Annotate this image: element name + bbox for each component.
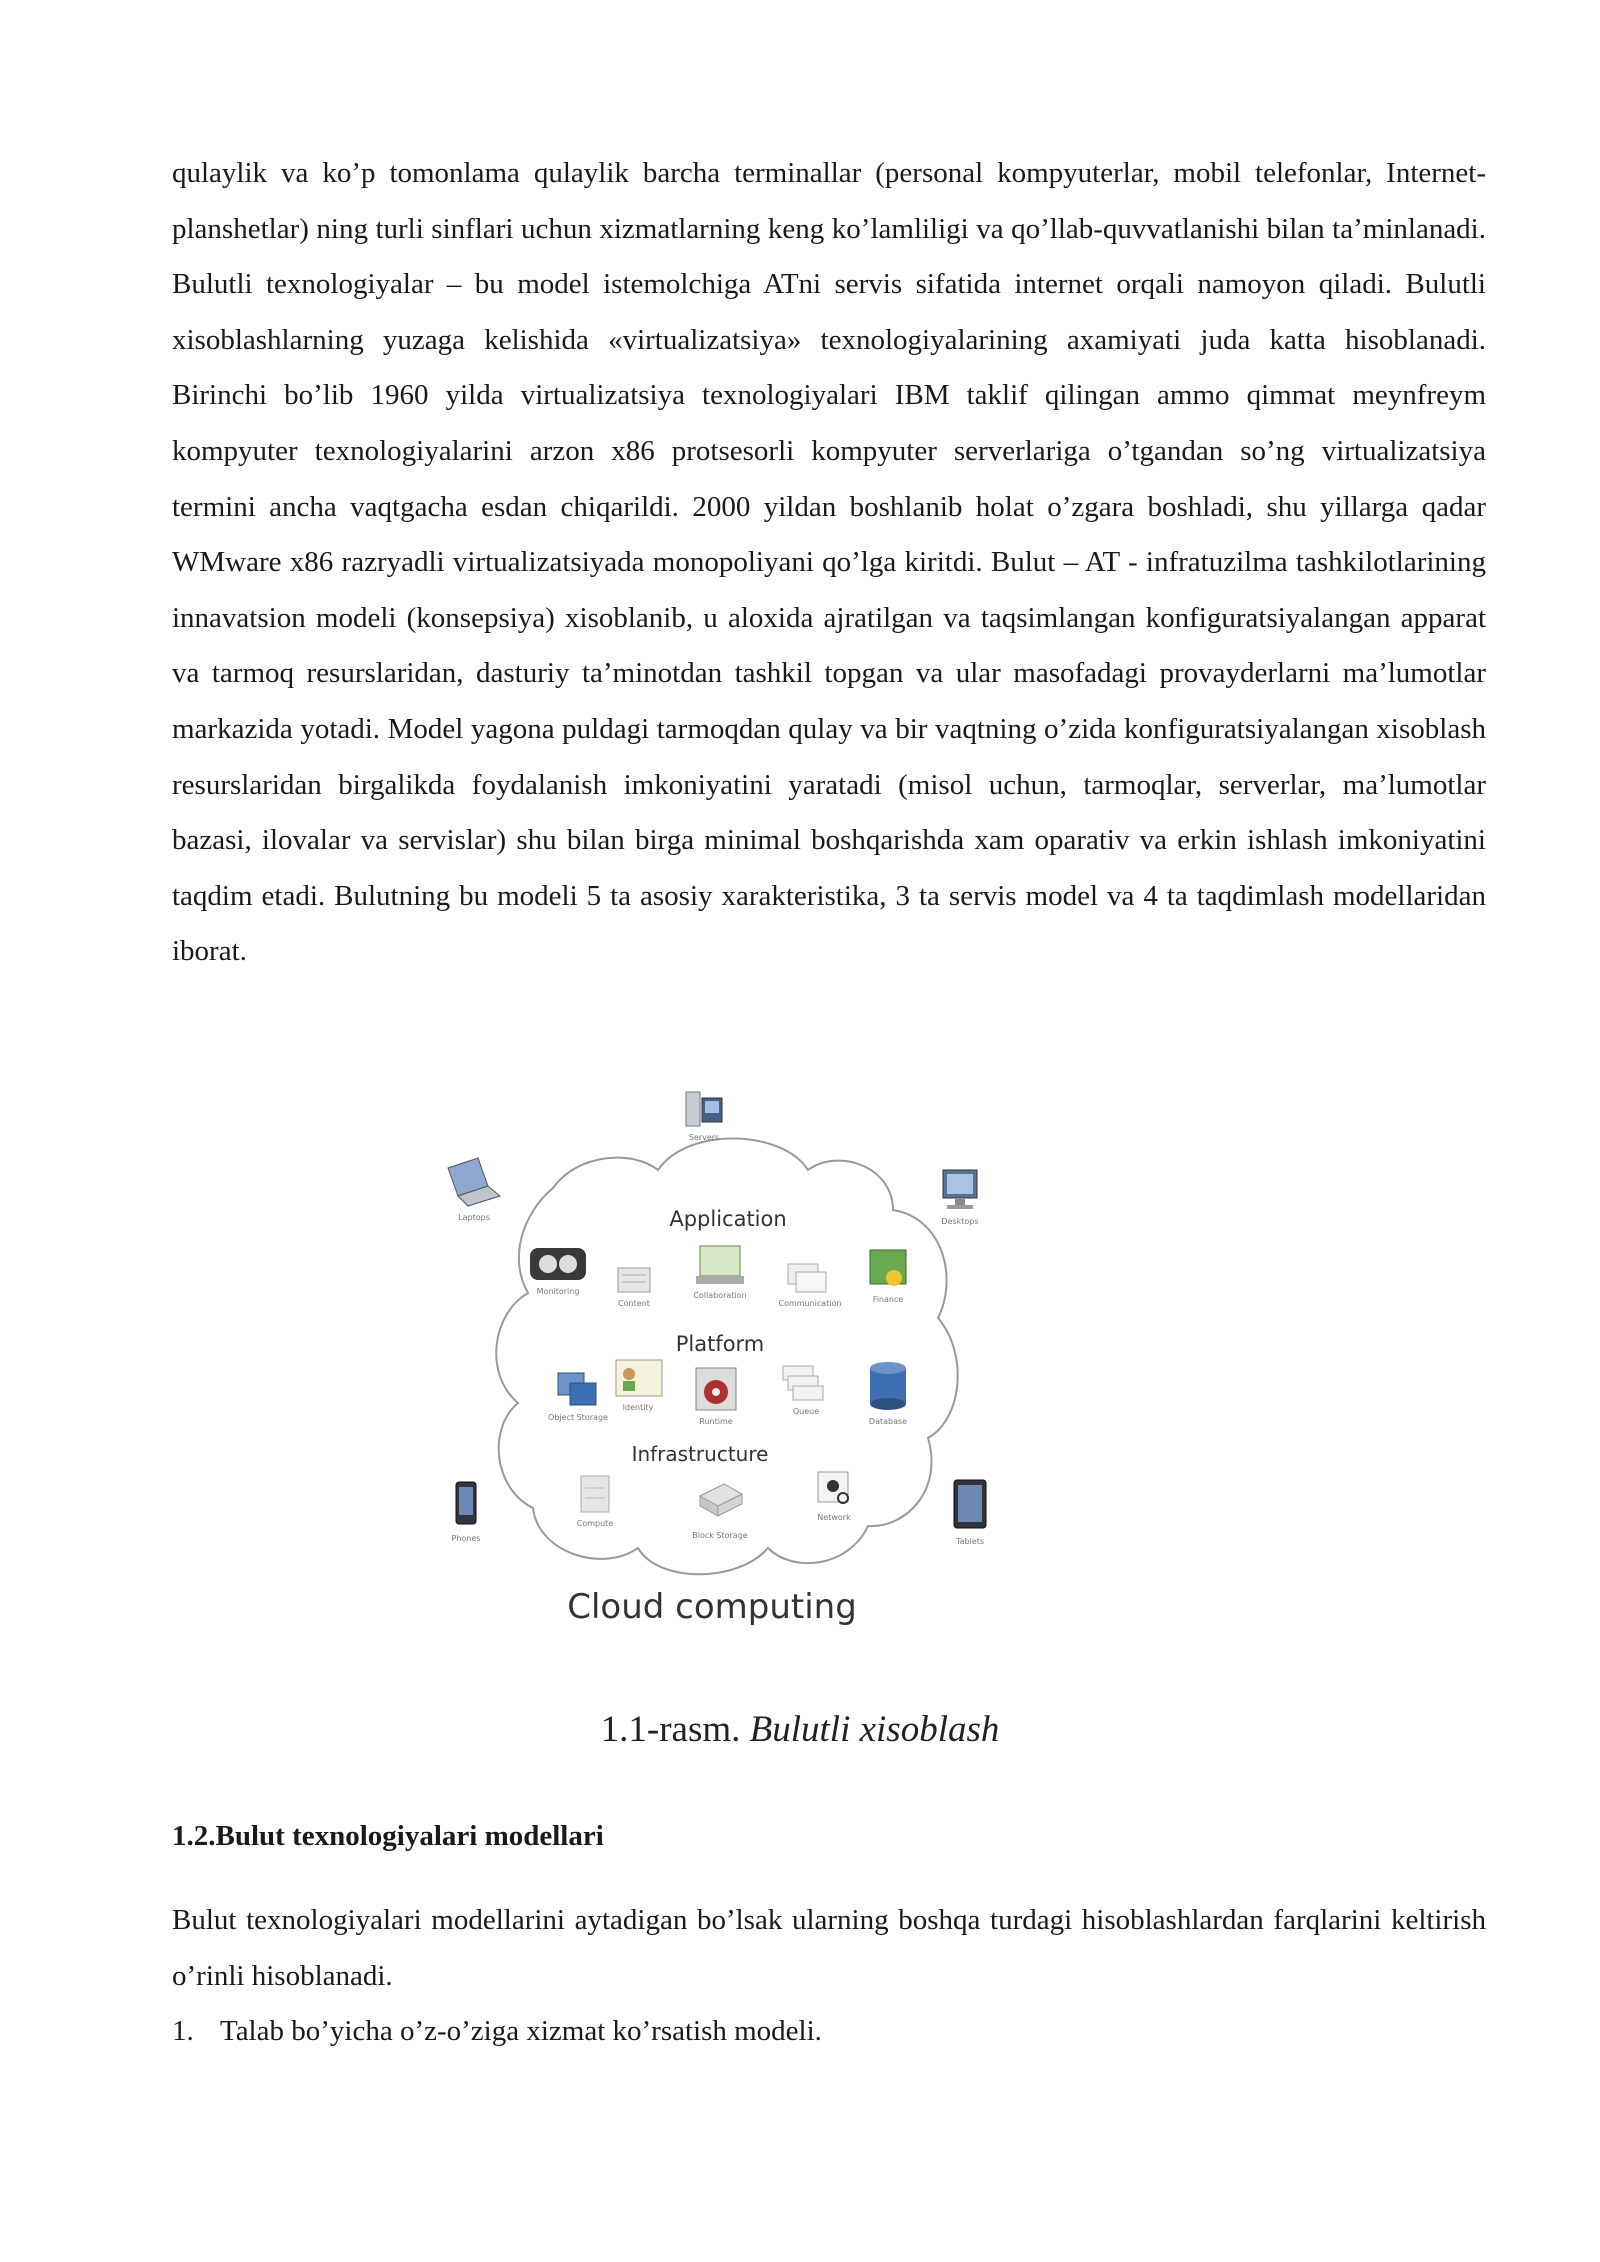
monitoring-gauge-icon: [530, 1248, 586, 1280]
layer-label-platform: Platform: [675, 1332, 765, 1356]
database-icon: [870, 1362, 906, 1410]
device-label-desktops: Desktops: [941, 1217, 979, 1226]
item-label-finance: Finance: [872, 1295, 904, 1304]
caption-number: 1.1-rasm.: [600, 1709, 741, 1750]
device-label-servers: Servers: [688, 1133, 720, 1142]
laptop-icon: [448, 1158, 500, 1206]
item-label-content: Content: [618, 1299, 650, 1308]
item-label-collaboration: Collaboration: [693, 1291, 747, 1300]
list-item-text: Talab bo’yicha o’z-o’ziga xizmat ko’rsatish modeli.: [220, 2015, 822, 2047]
item-label-compute: Compute: [576, 1519, 614, 1528]
list-item: [172, 2004, 822, 2060]
item-label-runtime: Runtime: [699, 1417, 733, 1426]
layer-label-application: Application: [669, 1207, 787, 1231]
finance-icon: [870, 1250, 906, 1286]
layer-label-infrastructure: Infrastructure: [631, 1442, 769, 1466]
item-label-monitoring: Monitoring: [536, 1287, 580, 1296]
server-icon: [686, 1092, 722, 1126]
caption-title: Bulutli xisoblash: [749, 1709, 1000, 1750]
figure-caption: [0, 1708, 1600, 1751]
device-label-phones: Phones: [451, 1534, 481, 1543]
figure-title: Cloud computing: [567, 1587, 857, 1627]
body-paragraph-2: Bulut texnologiyalari modellarini aytadigan bo’lsak ularning boshqa turdagi hisoblashlardan farqlarini keltirish o’rinli hisoblanadi.: [172, 1904, 1486, 1992]
list-item-number: 1.: [172, 2015, 194, 2047]
device-label-tablets: Tablets: [956, 1537, 984, 1546]
cloud-computing-figure: [438, 1078, 1018, 1658]
desktop-icon: [943, 1170, 977, 1209]
item-label-communication: Communication: [778, 1299, 842, 1308]
item-label-network: Network: [817, 1513, 851, 1522]
item-label-object-storage: Object Storage: [548, 1413, 608, 1422]
cloud-computing-diagram: [438, 1078, 1018, 1658]
network-icon: [818, 1472, 848, 1503]
device-label-laptops: Laptops: [458, 1213, 490, 1222]
phone-icon: [456, 1482, 476, 1524]
runtime-icon: [696, 1368, 736, 1410]
tablet-icon: [954, 1480, 986, 1528]
compute-icon: [581, 1476, 609, 1512]
item-label-block-storage: Block Storage: [692, 1531, 748, 1540]
collaboration-icon: [696, 1246, 744, 1284]
body-paragraph-1: qulaylik va ko’p tomonlama qulaylik barcha terminallar (personal kompyuterlar, mobil telefonlar, Internet-planshetlar) ning turli sinflari uchun xizmatlarning keng ko’lamliligi va qo’llab-quvvatlanishi bilan ta’minlanadi. Bulutli texnologiyalar – bu model istemolchiga ATni servis sifatida internet orqali namoyon qiladi. Bulutli xisoblashlarning yuzaga kelishida «virtualizatsiya» texnologiyalarining axamiyati juda katta hisoblanadi. Birinchi bo’lib 1960 yilda virtualizatsiya texnologiyalari IBM taklif qilingan ammo qimmat meynfreym kompyuter texnologiyalarini arzon x86 protsesorli kompyuter serverlariga o’tgandan so’ng virtualizatsiya termini ancha vaqtgacha esdan chiqarildi. 2000 yildan boshlanib holat o’zgara boshladi, shu yillarga qadar WMware x86 razryadli virtualizatsiyada monopoliyani qo’lga kiritdi. Bulut – AT - infratuzilma tashkilotlarining innavatsion modeli (konsepsiya) xisoblanib, u aloxida ajratilgan va taqsimlangan konfiguratsiyalangan apparat va tarmoq resurslaridan, dasturiy ta’minotdan tashkil topgan va ular masofadagi provayderlarni ma’lumotlar markazida yotadi. Model yagona puldagi tarmoqdan qulay va bir vaqtning o’zida konfiguratsiyalangan xisoblash resurslaridan birgalikda foydalanish imkoniyatini yaratadi (misol uchun, tarmoqlar, serverlar, ma’lumotlar bazasi, ilovalar va servislar) shu bilan birga minimal boshqarishda xam oparativ va erkin ishlash imkoniyatini taqdim etadi. Bulutning bu modeli 5 ta asosiy xarakteristika, 3 ta servis model va 4 ta taqdimlash modellaridan iborat.: [172, 157, 1486, 968]
content-icon: [618, 1268, 650, 1292]
item-label-queue: Queue: [792, 1407, 820, 1416]
identity-icon: [616, 1360, 662, 1396]
section-heading: 1.2.Bulut texnologiyalari modellari: [172, 1820, 604, 1852]
item-label-database: Database: [868, 1417, 908, 1426]
item-label-identity: Identity: [622, 1403, 654, 1412]
